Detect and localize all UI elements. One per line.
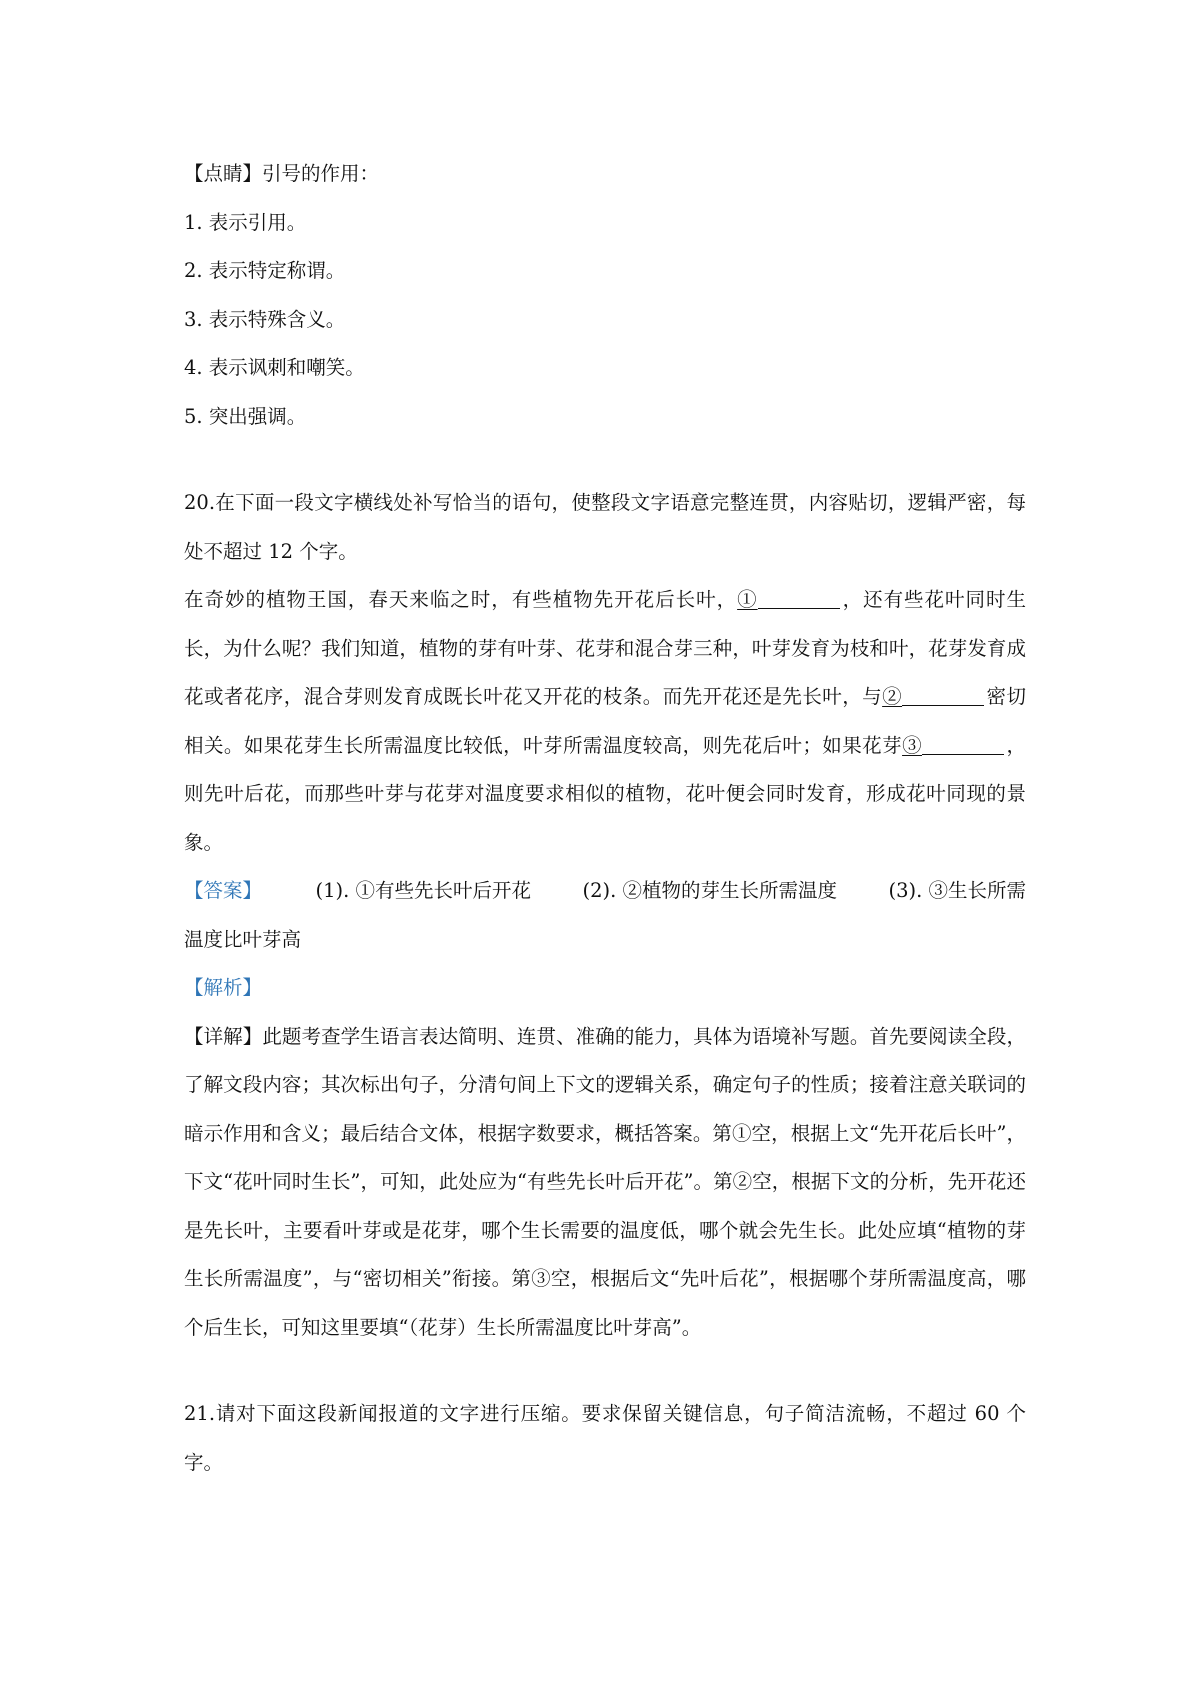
answer-label: 【答案】 [184,879,263,902]
passage-text: 密切相关。如果花芽生长所需温度比较低，叶芽所需温度较高，则先花后叶；如果花芽 [184,685,1026,757]
dianjing-item: 4. 表示讽刺和嘲笑。 [184,356,365,379]
section-spacer [184,1352,1026,1390]
blank-marker-1: ① [737,588,758,611]
blank-1 [758,589,840,610]
answer-item: (1). ①有些先长叶后开花 [315,879,531,902]
analysis-detail: 【详解】此题考查学生语言表达简明、连贯、准确的能力，具体为语境补写题。首先要阅读全段，了解文段内容；其次标出句子，分清句间上下文的逻辑关系，确定句子的性质；接着注意关联词的暗示作用和含义；最后结合文体，根据字数要求，概括答案。第①空，根据上文“先开花后长叶”，下文“花叶同时生长”，可知，此处应为“有些先长叶后开花”。第②空，根据下文的分析，先开花还是先长叶，主要看叶芽或是花芽，哪个生长需要的温度低，哪个就会先生长。此处应填“植物的芽生长所需温度”，与“密切相关”衔接。第③空，根据后文“先叶后花”，根据哪个芽所需温度高，哪个后生长，可知这里要填“（花芽）生长所需温度比叶芽高”。 [184,1024,1026,1339]
answer-line [184,867,1026,916]
passage-text: 在奇妙的植物王国，春天来临之时，有些植物先开花后长叶， [184,588,738,611]
blank-3 [922,734,1004,755]
dianjing-item: 3. 表示特殊含义。 [184,307,346,331]
dianjing-item: 1. 表示引用。 [184,210,307,234]
section-spacer [184,441,1026,479]
question-20-prompt: 20.在下面一段文字横线处补写恰当的语句，使整段文字语意完整连贯，内容贴切，逻辑严密，每处不超过 12 个字。 [184,491,1026,563]
answer-item: (3). ③生长所需 [888,879,1026,902]
dianjing-title: 【点睛】引号的作用： [184,162,380,185]
blank-2 [902,686,984,707]
document-page [184,150,1026,1487]
question-21-prompt: 21.请对下面这段新闻报道的文字进行压缩。要求保留关键信息，句子简洁流畅，不超过 60 个字。 [184,1402,1026,1474]
dianjing-item: 2. 表示特定称谓。 [184,259,346,282]
blank-marker-2: ② [882,685,903,708]
passage-text: ，则先叶后花，而那些叶芽与花芽对温度要求相似的植物，花叶便会同时发育，形成花叶同现的景象。 [184,733,1026,854]
analysis-label: 【解析】 [184,976,263,999]
blank-marker-3: ③ [902,733,923,757]
passage-text: ，还有些花叶同时生长，为什么呢？我们知道，植物的芽有叶芽、花芽和混合芽三种，叶芽发育为枝和叶，花芽发育成花或者花序，混合芽则发育成既长叶花又开花的枝条。而先开花还是先长叶，与 [184,588,1026,708]
dianjing-item: 5. 突出强调。 [184,404,307,428]
answer-continuation: 温度比叶芽高 [184,927,302,951]
answer-item: (2). ②植物的芽生长所需温度 [582,879,837,902]
question-20-passage [184,576,1026,867]
